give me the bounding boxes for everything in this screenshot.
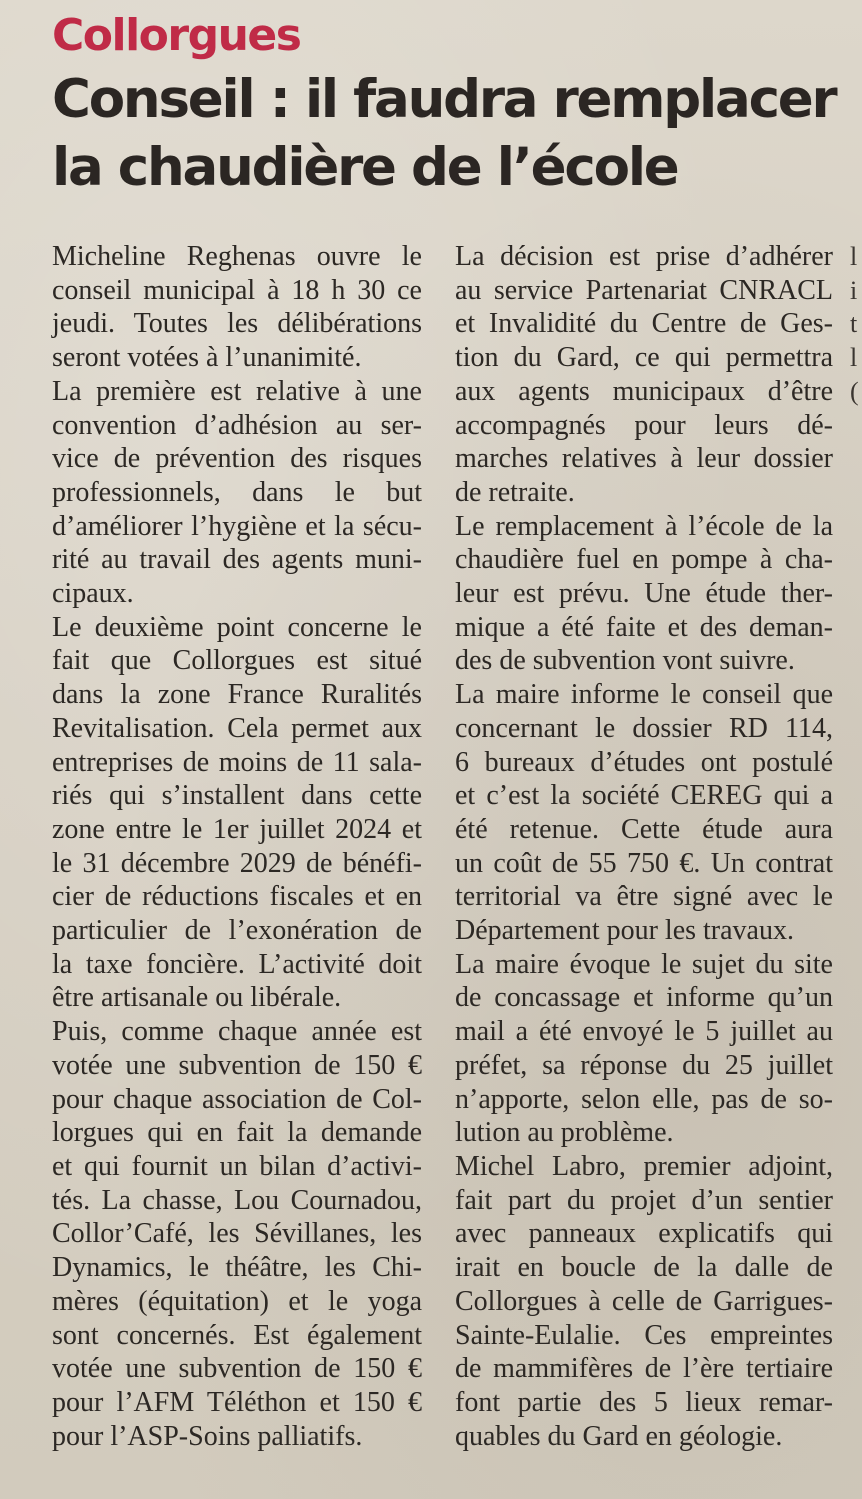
fragment-glyph: l: [850, 242, 858, 271]
text-line: riés qui s’installent dans cette: [52, 780, 422, 812]
text-line: particulier de l’exonération de: [52, 915, 422, 947]
adjacent-article-fragment: [850, 240, 862, 409]
text-line: aux agents municipaux d’être: [455, 375, 833, 407]
text-line: La maire informe le conseil que: [455, 679, 833, 711]
text-line: Le deuxième point concerne le: [52, 611, 422, 643]
text-line: votée une subvention de 150 €: [52, 1049, 422, 1081]
text-line: Département pour les travaux.: [455, 915, 794, 947]
text-line: concernant le dossier RD 114,: [455, 712, 833, 744]
text-line: des de subvention vont suivre.: [455, 645, 795, 677]
text-line: 6 bureaux d’études ont postulé: [455, 746, 833, 778]
fragment-glyph: l: [850, 343, 858, 373]
text-line: pour chaque association de Col-: [52, 1083, 422, 1115]
text-line: Micheline Reghenas ouvre le: [52, 241, 422, 272]
text-line: rité au travail des agents muni-: [52, 544, 422, 576]
text-line: être artisanale ou libérale.: [52, 982, 342, 1014]
text-line: pour l’AFM Téléthon et 150 €: [52, 1386, 422, 1418]
text-line: votée une subvention de 150 €: [52, 1353, 422, 1385]
text-line: vice de prévention des risques: [52, 443, 422, 475]
text-line: mail a été envoyé le 5 juillet au: [455, 1016, 833, 1048]
text-line: accompagnés pour leurs dé-: [455, 409, 833, 441]
text-line: quables du Gard en géologie.: [455, 1420, 783, 1452]
text-line: La première est relative à une: [52, 375, 422, 407]
text-line: été retenue. Cette étude aura: [455, 813, 833, 845]
headline-line: la chaudière de l’école: [52, 137, 678, 198]
text-line: Collorgues à celle de Garrigues-: [455, 1285, 833, 1317]
text-line: Sainte-Eulalie. Ces empreintes: [455, 1319, 833, 1351]
text-line: sont concernés. Est également: [52, 1319, 422, 1351]
text-line: tion du Gard, ce qui permettra: [455, 342, 833, 374]
text-line: zone entre le 1er juillet 2024 et: [52, 813, 422, 845]
text-line: cier de réductions fiscales et en: [52, 881, 422, 913]
text-line: entreprises de moins de 11 sala-: [52, 746, 422, 778]
text-line: avec panneaux explicatifs qui: [455, 1218, 833, 1250]
text-line: le 31 décembre 2029 de bénéfi-: [52, 847, 422, 879]
text-line: Collor’Café, les Sévillanes, les: [52, 1218, 422, 1250]
text-line: leur est prévu. Une étude ther-: [455, 578, 833, 610]
text-line: tés. La chasse, Lou Cournadou,: [52, 1184, 422, 1216]
text-line: fait part du projet d’un sentier: [455, 1184, 833, 1216]
text-line: territorial va être signé avec le: [455, 881, 833, 913]
text-line: au service Partenariat CNRACL: [455, 274, 833, 306]
text-line: d’améliorer l’hygiène et la sécu-: [52, 510, 422, 542]
text-line: mères (équitation) et le yoga: [52, 1285, 422, 1317]
text-line: dans la zone France Ruralités: [52, 679, 422, 711]
text-line: fait que Collorgues est situé: [52, 645, 422, 677]
text-line: Le remplacement à l’école de la: [455, 510, 833, 542]
text-line: lorgues qui en fait la demande: [52, 1117, 422, 1149]
fragment-glyph: (: [850, 376, 859, 406]
text-line: conseil municipal à 18 h 30 ce: [52, 274, 422, 306]
article-column-left: [52, 240, 422, 1453]
text-line: Dynamics, le théâtre, les Chi-: [52, 1252, 422, 1284]
text-line: cipaux.: [52, 578, 134, 610]
text-line: La maire évoque le sujet du site: [455, 948, 833, 980]
text-line: et qui fournit un bilan d’activi-: [52, 1150, 422, 1182]
text-line: marches relatives à leur dossier: [455, 443, 833, 475]
text-line: et Invalidité du Centre de Ges-: [455, 308, 833, 340]
text-line: et c’est la société CEREG qui a: [455, 780, 833, 812]
text-line: lution au problème.: [455, 1117, 674, 1149]
text-line: jeudi. Toutes les délibérations: [52, 308, 422, 340]
text-line: un coût de 55 750 €. Un contrat: [455, 847, 833, 879]
text-line: Revitalisation. Cela permet aux: [52, 712, 422, 744]
text-line: Puis, comme chaque année est: [52, 1016, 422, 1048]
text-line: de retraite.: [455, 476, 575, 508]
text-line: irait en boucle de la dalle de: [455, 1252, 833, 1284]
text-line: la taxe foncière. L’activité doit: [52, 948, 422, 980]
text-line: chaudière fuel en pompe à cha-: [455, 544, 833, 576]
article-column-right: [455, 240, 833, 1453]
headline-line: Conseil : il faudra remplacer: [52, 69, 836, 130]
text-line: n’apporte, selon elle, pas de so-: [455, 1083, 833, 1115]
article-headline: [52, 66, 836, 202]
text-line: pour l’ASP-Soins palliatifs.: [52, 1420, 363, 1452]
section-rubric: Collorgues: [52, 10, 301, 61]
fragment-glyph: t: [850, 309, 858, 339]
text-line: font partie des 5 lieux remar-: [455, 1386, 833, 1418]
text-line: professionnels, dans le but: [52, 476, 422, 508]
fragment-glyph: i: [850, 275, 858, 305]
text-line: La décision est prise d’adhérer: [455, 241, 833, 272]
text-line: mique a été faite et des deman-: [455, 611, 833, 643]
text-line: seront votées à l’unanimité.: [52, 342, 362, 374]
text-line: Michel Labro, premier adjoint,: [455, 1150, 833, 1182]
text-line: préfet, sa réponse du 25 juillet: [455, 1049, 833, 1081]
text-line: de concassage et informe qu’un: [455, 982, 833, 1014]
text-line: convention d’adhésion au ser-: [52, 409, 422, 441]
text-line: de mammifères de l’ère tertiaire: [455, 1353, 833, 1385]
